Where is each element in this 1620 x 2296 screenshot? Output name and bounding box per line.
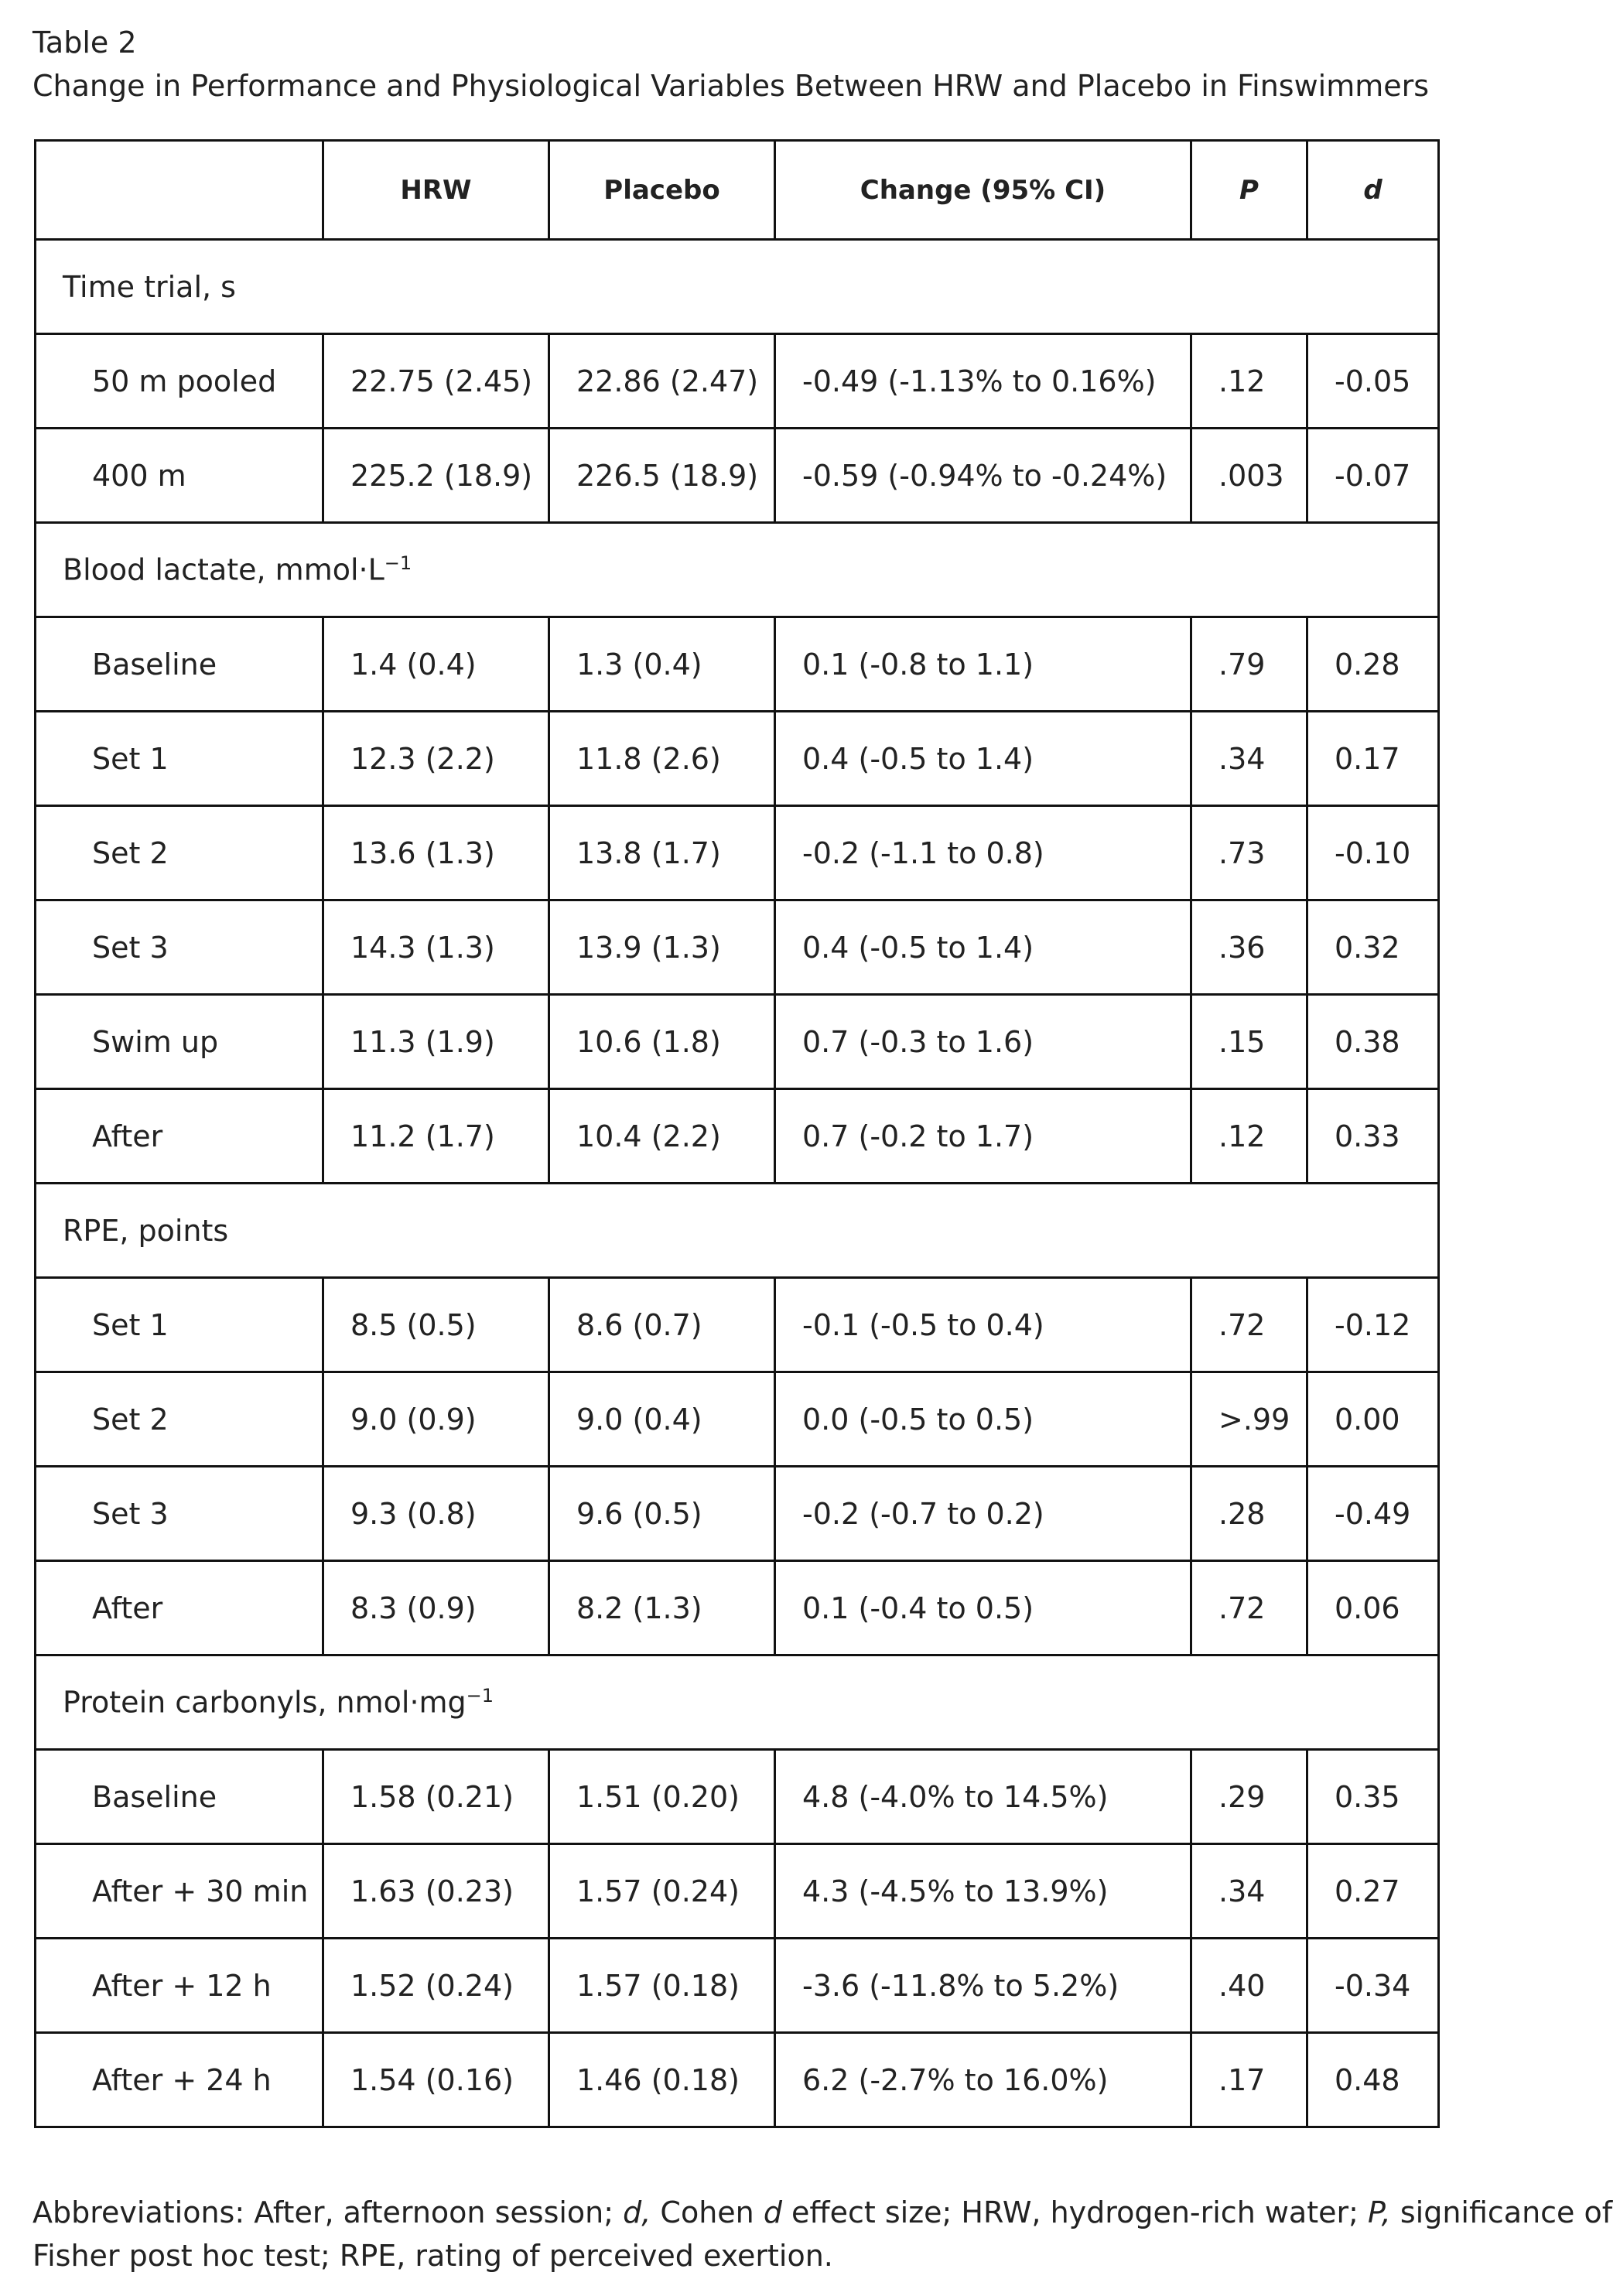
effect-size-cell: -0.10 (1307, 806, 1439, 900)
table-row (36, 1939, 1439, 2033)
section-title-text: Time trial, s (63, 269, 236, 304)
effect-size-cell: 0.00 (1307, 1372, 1439, 1467)
p-value-cell: .34 (1191, 712, 1307, 806)
table-row (36, 1844, 1439, 1939)
table-row (36, 712, 1439, 806)
table-row (36, 429, 1439, 523)
change-cell: 0.7 (-0.3 to 1.6) (775, 995, 1191, 1089)
header-empty (36, 141, 323, 240)
effect-size-cell: 0.32 (1307, 900, 1439, 995)
change-cell: -0.59 (-0.94% to -0.24%) (775, 429, 1191, 523)
p-value-cell: .12 (1191, 334, 1307, 429)
p-value-cell: .34 (1191, 1844, 1307, 1939)
section-title (36, 1184, 1439, 1278)
table-row (36, 995, 1439, 1089)
effect-size-cell: -0.05 (1307, 334, 1439, 429)
hrw-cell: 22.75 (2.45) (323, 334, 549, 429)
section-title (36, 523, 1439, 617)
footnote-text: Cohen (651, 2195, 764, 2229)
placebo-cell: 10.6 (1.8) (549, 995, 775, 1089)
hrw-cell: 1.52 (0.24) (323, 1939, 549, 2033)
section-title-superscript: −1 (384, 552, 412, 575)
row-label-cell: 50 m pooled (36, 334, 323, 429)
table-row (36, 900, 1439, 995)
placebo-cell: 9.0 (0.4) (549, 1372, 775, 1467)
section-title-text: Protein carbonyls, nmol·mg (63, 1685, 467, 1720)
p-value-cell: .15 (1191, 995, 1307, 1089)
row-label-cell: Baseline (36, 617, 323, 712)
placebo-cell: 13.9 (1.3) (549, 900, 775, 995)
section-header-row (36, 1655, 1439, 1750)
table-row (36, 1278, 1439, 1372)
change-cell: 4.3 (-4.5% to 13.9%) (775, 1844, 1191, 1939)
footnote-text: d (763, 2195, 782, 2229)
placebo-cell: 1.57 (0.24) (549, 1844, 775, 1939)
footnote-text: significance of Fisher post hoc test; RPE, rating of perceived exertion. (32, 2195, 1613, 2273)
header-d: d (1307, 141, 1439, 240)
change-cell: 0.0 (-0.5 to 0.5) (775, 1372, 1191, 1467)
placebo-cell: 13.8 (1.7) (549, 806, 775, 900)
section-title-text: RPE, points (63, 1213, 229, 1248)
hrw-cell: 1.4 (0.4) (323, 617, 549, 712)
placebo-cell: 1.57 (0.18) (549, 1939, 775, 2033)
effect-size-cell: 0.48 (1307, 2033, 1439, 2127)
p-value-cell: >.99 (1191, 1372, 1307, 1467)
hrw-cell: 11.3 (1.9) (323, 995, 549, 1089)
section-title (36, 1655, 1439, 1750)
change-cell: -0.2 (-1.1 to 0.8) (775, 806, 1191, 900)
effect-size-cell: 0.35 (1307, 1750, 1439, 1844)
hrw-cell: 1.54 (0.16) (323, 2033, 549, 2127)
table-row (36, 1372, 1439, 1467)
row-label-cell: After + 12 h (36, 1939, 323, 2033)
table-row (36, 334, 1439, 429)
p-value-cell: .29 (1191, 1750, 1307, 1844)
footnote-text: Abbreviations: After, afternoon session; (32, 2195, 624, 2229)
effect-size-cell: -0.07 (1307, 429, 1439, 523)
effect-size-cell: 0.17 (1307, 712, 1439, 806)
section-header-row (36, 1184, 1439, 1278)
footnote-text: P, (1368, 2195, 1391, 2229)
placebo-cell: 9.6 (0.5) (549, 1467, 775, 1561)
section-title-text: Blood lactate, mmol·L (63, 552, 384, 587)
change-cell: -3.6 (-11.8% to 5.2%) (775, 1939, 1191, 2033)
section-title-superscript: −1 (466, 1685, 494, 1707)
row-label-cell: Set 2 (36, 806, 323, 900)
table-header-row (36, 141, 1439, 240)
table-row (36, 1089, 1439, 1184)
hrw-cell: 8.3 (0.9) (323, 1561, 549, 1655)
placebo-cell: 8.6 (0.7) (549, 1278, 775, 1372)
header-p: P (1191, 141, 1307, 240)
table-row (36, 1750, 1439, 1844)
table-row (36, 2033, 1439, 2127)
row-label-cell: Set 3 (36, 1467, 323, 1561)
p-value-cell: .12 (1191, 1089, 1307, 1184)
hrw-cell: 1.58 (0.21) (323, 1750, 549, 1844)
p-value-cell: .40 (1191, 1939, 1307, 2033)
p-value-cell: .72 (1191, 1278, 1307, 1372)
effect-size-cell: 0.27 (1307, 1844, 1439, 1939)
p-value-cell: .72 (1191, 1561, 1307, 1655)
placebo-cell: 11.8 (2.6) (549, 712, 775, 806)
hrw-cell: 12.3 (2.2) (323, 712, 549, 806)
table-row (36, 1467, 1439, 1561)
table-row (36, 1561, 1439, 1655)
change-cell: 6.2 (-2.7% to 16.0%) (775, 2033, 1191, 2127)
hrw-cell: 14.3 (1.3) (323, 900, 549, 995)
change-cell: 4.8 (-4.0% to 14.5%) (775, 1750, 1191, 1844)
hrw-cell: 1.63 (0.23) (323, 1844, 549, 1939)
effect-size-cell: 0.38 (1307, 995, 1439, 1089)
placebo-cell: 226.5 (18.9) (549, 429, 775, 523)
hrw-cell: 9.0 (0.9) (323, 1372, 549, 1467)
effect-size-cell: -0.49 (1307, 1467, 1439, 1561)
hrw-cell: 8.5 (0.5) (323, 1278, 549, 1372)
effect-size-cell: -0.12 (1307, 1278, 1439, 1372)
hrw-cell: 9.3 (0.8) (323, 1467, 549, 1561)
change-cell: -0.49 (-1.13% to 0.16%) (775, 334, 1191, 429)
header-change: Change (95% CI) (775, 141, 1191, 240)
table-row (36, 617, 1439, 712)
table-body (36, 240, 1439, 2127)
p-value-cell: .79 (1191, 617, 1307, 712)
row-label-cell: Set 1 (36, 712, 323, 806)
effect-size-cell: 0.28 (1307, 617, 1439, 712)
table-title: Change in Performance and Physiological Variables Between HRW and Placebo in Finswimmers (32, 69, 1430, 103)
placebo-cell: 22.86 (2.47) (549, 334, 775, 429)
row-label-cell: After (36, 1561, 323, 1655)
change-cell: -0.1 (-0.5 to 0.4) (775, 1278, 1191, 1372)
footnote-text: d, (623, 2195, 651, 2229)
row-label-cell: Swim up (36, 995, 323, 1089)
header-placebo: Placebo (549, 141, 775, 240)
hrw-cell: 11.2 (1.7) (323, 1089, 549, 1184)
change-cell: 0.4 (-0.5 to 1.4) (775, 900, 1191, 995)
placebo-cell: 10.4 (2.2) (549, 1089, 775, 1184)
row-label-cell: Set 3 (36, 900, 323, 995)
hrw-cell: 225.2 (18.9) (323, 429, 549, 523)
footnote-text: effect size; HRW, hydrogen-rich water; (781, 2195, 1368, 2229)
row-label-cell: After + 24 h (36, 2033, 323, 2127)
effect-size-cell: 0.33 (1307, 1089, 1439, 1184)
p-value-cell: .003 (1191, 429, 1307, 523)
p-value-cell: .73 (1191, 806, 1307, 900)
row-label-cell: Baseline (36, 1750, 323, 1844)
change-cell: 0.1 (-0.4 to 0.5) (775, 1561, 1191, 1655)
hrw-cell: 13.6 (1.3) (323, 806, 549, 900)
results-table (34, 139, 1440, 2128)
p-value-cell: .17 (1191, 2033, 1307, 2127)
row-label-cell: Set 1 (36, 1278, 323, 1372)
section-header-row (36, 240, 1439, 334)
p-value-cell: .28 (1191, 1467, 1307, 1561)
section-title (36, 240, 1439, 334)
row-label-cell: After + 30 min (36, 1844, 323, 1939)
header-hrw: HRW (323, 141, 549, 240)
change-cell: 0.1 (-0.8 to 1.1) (775, 617, 1191, 712)
p-value-cell: .36 (1191, 900, 1307, 995)
placebo-cell: 1.51 (0.20) (549, 1750, 775, 1844)
placebo-cell: 1.3 (0.4) (549, 617, 775, 712)
row-label-cell: 400 m (36, 429, 323, 523)
placebo-cell: 8.2 (1.3) (549, 1561, 775, 1655)
effect-size-cell: -0.34 (1307, 1939, 1439, 2033)
change-cell: 0.4 (-0.5 to 1.4) (775, 712, 1191, 806)
change-cell: -0.2 (-0.7 to 0.2) (775, 1467, 1191, 1561)
table-row (36, 806, 1439, 900)
section-header-row (36, 523, 1439, 617)
row-label-cell: After (36, 1089, 323, 1184)
table-label: Table 2 (32, 26, 137, 60)
change-cell: 0.7 (-0.2 to 1.7) (775, 1089, 1191, 1184)
table-footnote (32, 2191, 1618, 2277)
effect-size-cell: 0.06 (1307, 1561, 1439, 1655)
placebo-cell: 1.46 (0.18) (549, 2033, 775, 2127)
row-label-cell: Set 2 (36, 1372, 323, 1467)
